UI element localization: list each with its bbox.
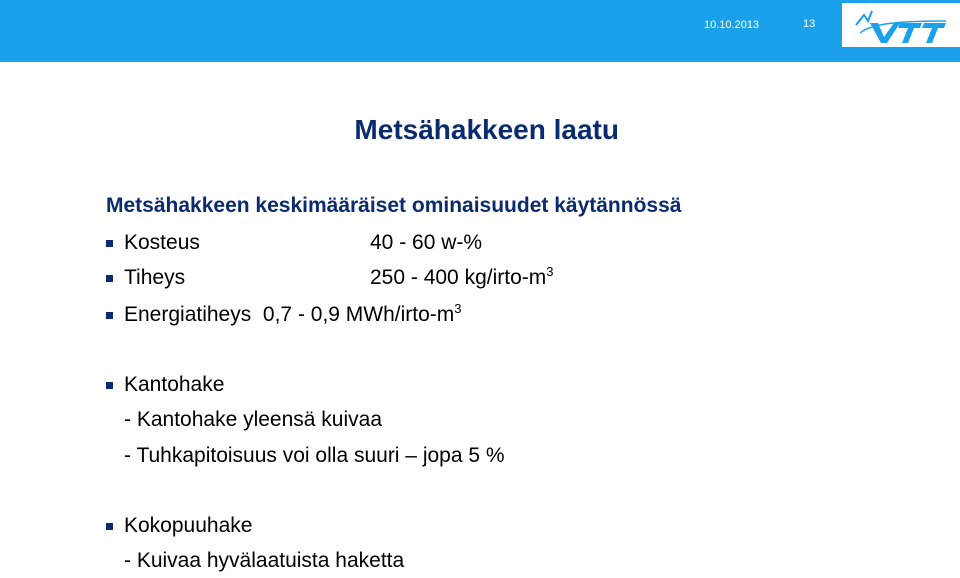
- slide-title: Metsähakkeen laatu: [354, 114, 619, 145]
- vtt-logo-icon: [842, 3, 960, 47]
- section-label: Kokopuuhake: [124, 514, 253, 537]
- bullet-icon: [106, 275, 113, 282]
- property-label: Tiheys: [124, 266, 186, 289]
- kokopuuhake-detail-1: - Kuivaa hyvälaatuista haketta: [124, 549, 405, 572]
- property-label: Kosteus: [124, 231, 200, 254]
- bullet-icon: [106, 240, 113, 247]
- kantohake-detail-1: - Kantohake yleensä kuivaa: [124, 408, 382, 431]
- kantohake-detail-2: - Tuhkapitoisuus voi olla suuri – jopa 5 %: [124, 444, 505, 467]
- vtt-logo: [842, 3, 960, 47]
- bullet-icon: [106, 382, 113, 389]
- header-bar: [0, 0, 960, 62]
- page-number: 13: [803, 18, 816, 30]
- property-value: 40 - 60 w-%: [370, 231, 483, 254]
- slide-subtitle: Metsähakkeen keskimääräiset ominaisuudet käytännössä: [106, 194, 682, 217]
- property-value: 250 - 400 $kg/irto-m^3$: [370, 264, 554, 289]
- bullet-icon: [106, 312, 113, 319]
- section-label: Kantohake: [124, 373, 225, 396]
- property-label: Energiatiheys 0,7 - 0,9 MWh/$irto-m^3$: [124, 301, 462, 326]
- slide-date: 10.10.2013: [704, 19, 760, 31]
- bullet-icon: [106, 523, 113, 530]
